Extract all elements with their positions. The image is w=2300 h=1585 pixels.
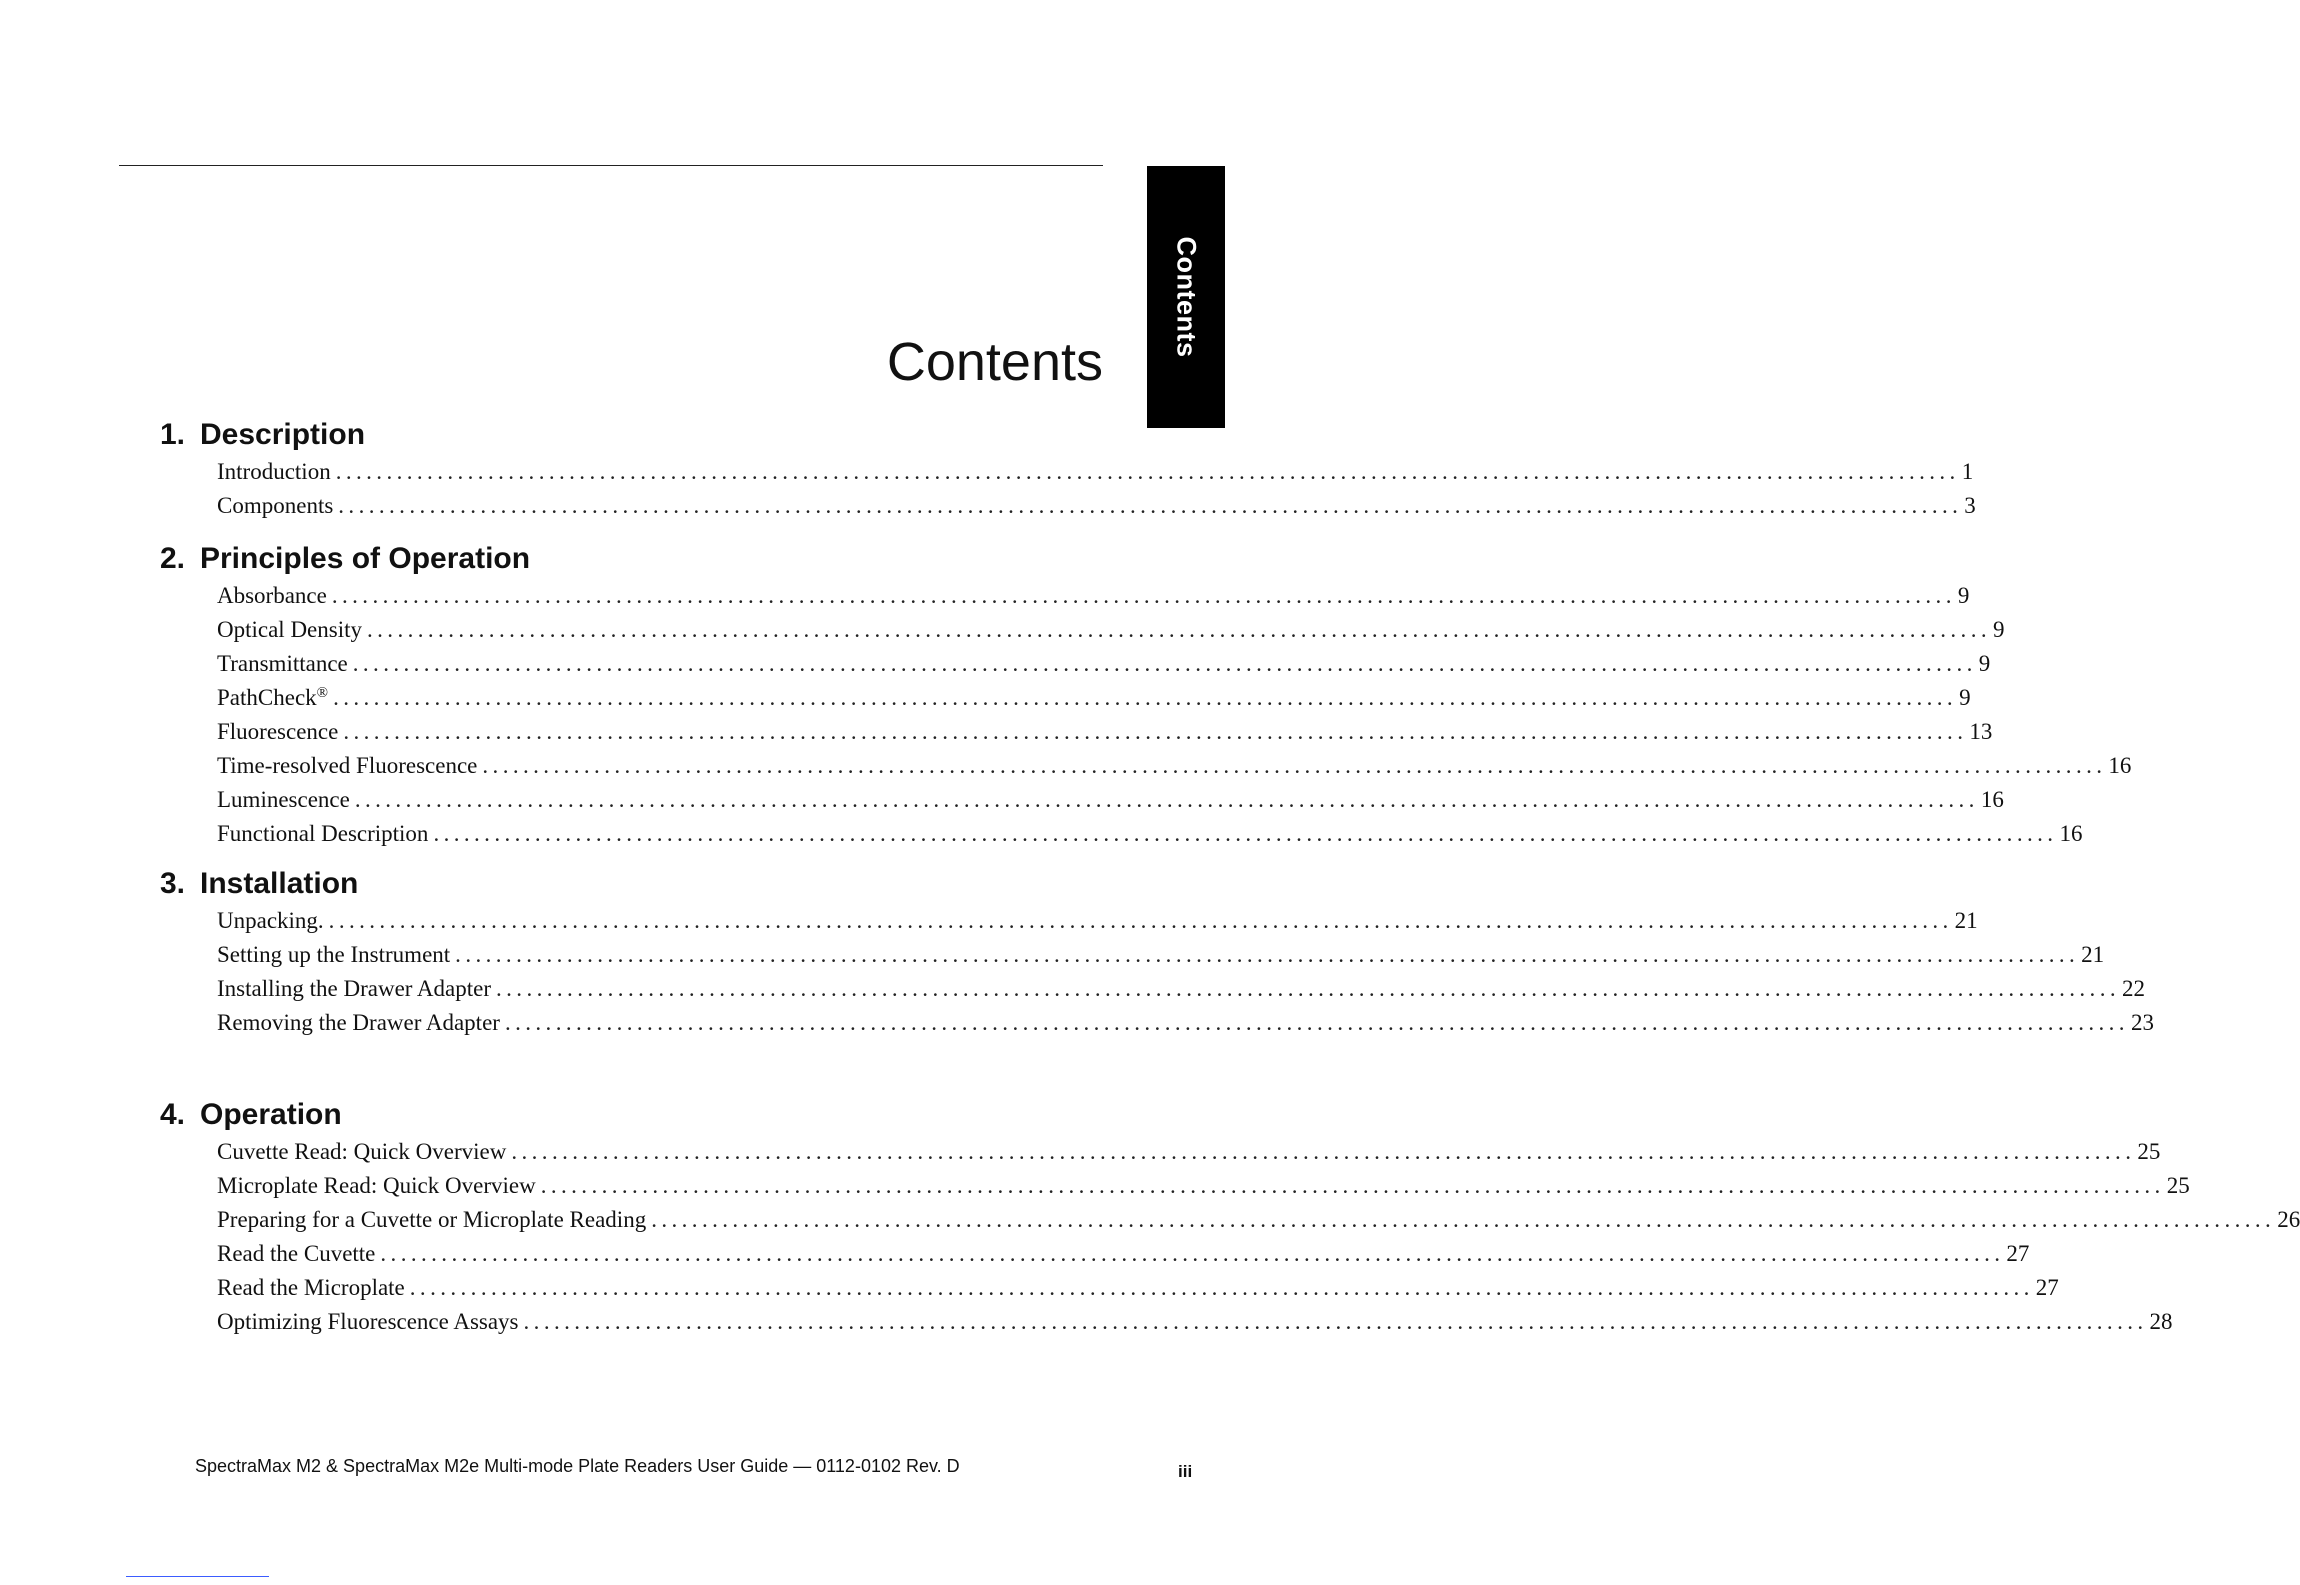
toc-chapter-1 [160, 415, 1976, 523]
dot-leader: ................................................................................................................................................................ [409, 1275, 2034, 1300]
page-folio: iii [1178, 1462, 1193, 1481]
dot-leader: ................................................................................................................................................................ [496, 976, 2120, 1001]
footer-document-title: SpectraMax M2 & SpectraMax M2e Multi-mode Plate Readers User Guide — 0112-0102 Rev. D [195, 1456, 960, 1476]
entry-page-number: 22 [2122, 976, 2145, 1001]
dot-leader: ................................................................................................................................................................ [335, 459, 1960, 484]
dot-leader: ................................................................................................................................................................ [540, 1173, 2165, 1198]
entry-page-number: 3 [1964, 493, 1976, 518]
entry-label: Unpacking. [217, 908, 324, 933]
toc-entry[interactable] [217, 647, 1991, 681]
entry-label: Read the Microplate [217, 1275, 405, 1300]
toc-entry[interactable] [217, 817, 2083, 851]
dot-leader: ................................................................................................................................................................ [328, 908, 1953, 933]
entry-page-number: 1 [1961, 459, 1974, 484]
dot-leader: ................................................................................................................................................................ [343, 719, 1968, 744]
entry-label [217, 681, 333, 715]
toc-entry[interactable] [217, 613, 2005, 647]
entry-label: Absorbance [217, 583, 327, 608]
toc-chapter-2 [160, 539, 2132, 851]
chapter-number: 4. [160, 1098, 186, 1131]
entry-label: Introduction [217, 459, 331, 484]
entry-page-number: 26 [2277, 1207, 2300, 1232]
entry-label: Transmittance [217, 651, 348, 676]
toc-entry[interactable] [217, 783, 2004, 817]
section-tab-label: Contents [1171, 236, 1202, 358]
toc-entry[interactable] [217, 1135, 2161, 1169]
entry-page-number: 9 [1959, 685, 1971, 710]
entry-page-number: 21 [2081, 942, 2105, 967]
entry-page-number: 16 [2059, 821, 2083, 846]
dot-leader: ................................................................................................................................................................ [338, 493, 1963, 518]
entry-page-number: 13 [1969, 719, 1993, 744]
entry-label: Setting up the Instrument [217, 942, 451, 967]
entry-page-number: 9 [1978, 651, 1991, 676]
entry-page-number: 23 [2130, 1010, 2154, 1035]
chapter-title: Operation [200, 1098, 342, 1131]
chapter-title: Principles of Operation [200, 542, 531, 575]
dot-leader: ................................................................................................................................................................ [504, 1010, 2129, 1035]
chapter-title: Installation [200, 867, 359, 900]
entry-page-number: 27 [2006, 1241, 2030, 1266]
toc-chapter-4 [160, 1095, 2300, 1339]
toc-entry[interactable] [217, 1203, 2300, 1237]
toc-entry[interactable] [217, 1305, 2173, 1339]
chapter-heading[interactable] [160, 415, 1056, 455]
chapter-number: 2. [160, 542, 186, 575]
dot-leader: ................................................................................................................................................................ [380, 1241, 2005, 1266]
toc-entry[interactable] [217, 489, 1976, 523]
registered-mark: ® [316, 685, 329, 701]
entry-page-number: 9 [1993, 617, 2005, 642]
entry-label: Optimizing Fluorescence Assays [217, 1309, 519, 1334]
entry-page-number: 27 [2035, 1275, 2059, 1300]
bottom-link-underline [126, 1576, 269, 1577]
entry-label: Read the Cuvette [217, 1241, 376, 1266]
chapter-heading[interactable] [160, 1095, 1056, 1135]
page-title: Contents [886, 332, 1103, 392]
dot-leader: ................................................................................................................................................................ [367, 617, 1991, 642]
toc-entry[interactable] [217, 681, 1971, 715]
chapter-number: 3. [160, 867, 186, 900]
toc-entry[interactable] [217, 1237, 2030, 1271]
dot-leader: ................................................................................................................................................................ [482, 753, 2107, 778]
toc-entry[interactable] [217, 1271, 2059, 1305]
toc-chapter-3 [160, 864, 2154, 1040]
entry-label: Components [217, 493, 334, 518]
toc-entry[interactable] [217, 1169, 2190, 1203]
chapter-heading[interactable] [160, 539, 1056, 579]
dot-leader: ................................................................................................................................................................ [354, 787, 1979, 812]
toc-entry[interactable] [217, 938, 2105, 972]
entry-page-number: 16 [1980, 787, 2004, 812]
dot-leader: ................................................................................................................................................................ [651, 1207, 2276, 1232]
entry-label: Preparing for a Cuvette or Microplate Reading [217, 1207, 647, 1232]
toc-entry[interactable] [217, 972, 2145, 1006]
entry-page-number: 28 [2149, 1309, 2173, 1334]
entry-page-number: 16 [2108, 753, 2132, 778]
section-tab [1147, 166, 1225, 428]
dot-leader: ................................................................................................................................................................ [352, 651, 1977, 676]
dot-leader: ................................................................................................................................................................ [523, 1309, 2148, 1334]
toc-entry[interactable] [217, 749, 2132, 783]
toc-entry[interactable] [217, 904, 1978, 938]
entry-label: Cuvette Read: Quick Overview [217, 1139, 507, 1164]
dot-leader: ................................................................................................................................................................ [433, 821, 2058, 846]
chapter-number: 1. [160, 418, 186, 451]
entry-label: Functional Description [217, 821, 429, 846]
chapter-title: Description [200, 418, 366, 451]
entry-page-number: 21 [1954, 908, 1978, 933]
entry-label: Removing the Drawer Adapter [217, 1010, 500, 1035]
entry-label: Luminescence [217, 787, 350, 812]
entry-page-number: 25 [2137, 1139, 2161, 1164]
entry-label: Fluorescence [217, 719, 339, 744]
entry-label: Time-resolved Fluorescence [217, 753, 478, 778]
entry-page-number: 25 [2166, 1173, 2190, 1198]
entry-label: Microplate Read: Quick Overview [217, 1173, 536, 1198]
toc-entry[interactable] [217, 455, 1974, 489]
chapter-heading[interactable] [160, 864, 1056, 904]
entry-page-number: 9 [1957, 583, 1970, 608]
entry-label-text: PathCheck [217, 685, 317, 710]
dot-leader: ................................................................................................................................................................ [511, 1139, 2136, 1164]
toc-entry[interactable] [217, 715, 1993, 749]
dot-leader: ................................................................................................................................................................ [455, 942, 2080, 967]
toc-entry[interactable] [217, 1006, 2154, 1040]
header-rule [119, 165, 1103, 166]
dot-leader: ................................................................................................................................................................ [333, 685, 1958, 710]
toc-entry[interactable] [217, 579, 1970, 613]
entry-label: Optical Density [217, 617, 362, 642]
entry-label: Installing the Drawer Adapter [217, 976, 491, 1001]
dot-leader: ................................................................................................................................................................ [331, 583, 1956, 608]
